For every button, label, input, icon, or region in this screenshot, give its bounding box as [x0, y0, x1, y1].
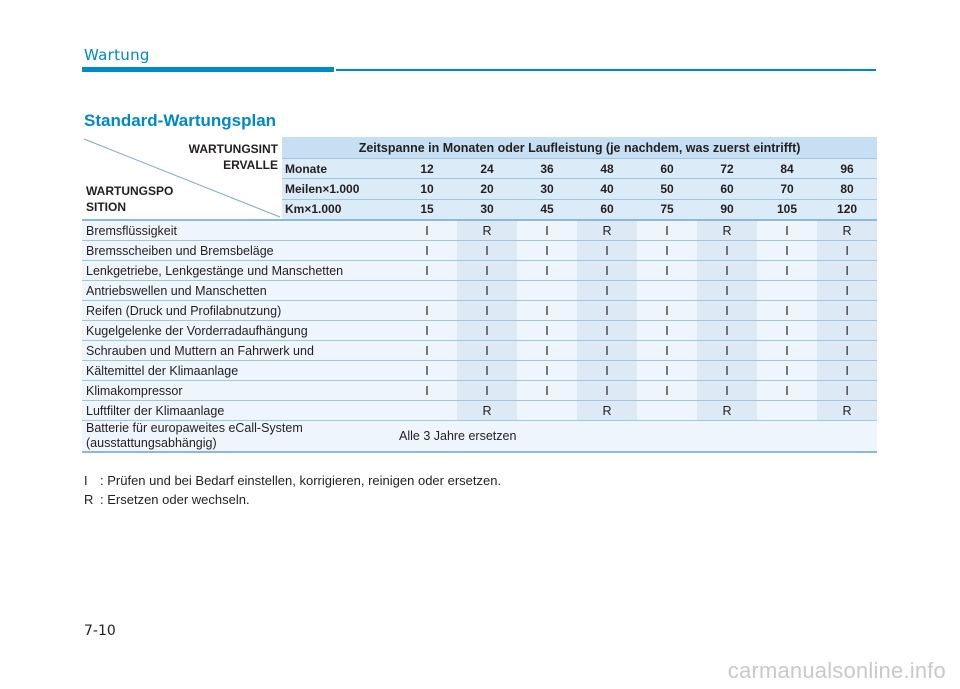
watermark: carmanualsonline.info [727, 658, 946, 683]
interval-value: 60 [637, 159, 697, 179]
item-value: I [697, 261, 757, 281]
item-value: I [697, 321, 757, 341]
item-value: I [757, 361, 817, 381]
item-value: I [637, 301, 697, 321]
item-value: I [577, 241, 637, 261]
table-row [82, 381, 877, 401]
item-value: I [637, 341, 697, 361]
item-value: I [457, 241, 517, 261]
item-value: I [397, 261, 457, 281]
item-name: Kugelgelenke der Vorderradaufhängung [82, 321, 397, 341]
interval-value: 30 [457, 199, 517, 220]
header-rule-thick [82, 67, 334, 72]
interval-label: Km×1.000 [282, 199, 397, 220]
interval-value: 45 [517, 199, 577, 220]
maintenance-table [82, 137, 877, 453]
item-value: I [397, 341, 457, 361]
item-name: Kältemittel der Klimaanlage [82, 361, 397, 381]
item-value [397, 401, 457, 421]
interval-corner-label: WARTUNGSINT ERVALLE [188, 142, 278, 172]
item-value: I [457, 341, 517, 361]
item-value: I [577, 281, 637, 301]
item-value: I [697, 341, 757, 361]
legend-item [84, 471, 501, 490]
interval-value: 96 [817, 159, 877, 179]
item-value: I [697, 361, 757, 381]
interval-value: 12 [397, 159, 457, 179]
item-value: R [577, 220, 637, 241]
item-value: I [517, 261, 577, 281]
interval-value: 40 [577, 179, 637, 199]
item-value: I [817, 301, 877, 321]
position-corner-label: WARTUNGSPO SITION [86, 184, 174, 214]
item-value: I [397, 241, 457, 261]
item-name: Antriebswellen und Manschetten [82, 281, 397, 301]
interval-value: 80 [817, 179, 877, 199]
table-row [82, 421, 877, 453]
item-value: I [577, 361, 637, 381]
interval-value: 36 [517, 159, 577, 179]
table-row [82, 220, 877, 241]
item-value: I [817, 321, 877, 341]
item-value: R [577, 401, 637, 421]
item-value [637, 281, 697, 301]
item-name: Lenkgetriebe, Lenkgestänge und Manschetten [82, 261, 397, 281]
item-value [517, 281, 577, 301]
interval-value: 75 [637, 199, 697, 220]
item-value: I [517, 321, 577, 341]
item-value: I [457, 301, 517, 321]
item-value: I [397, 301, 457, 321]
item-value: I [697, 241, 757, 261]
item-name: Luftfilter der Klimaanlage [82, 401, 397, 421]
item-value: R [697, 220, 757, 241]
item-name: Bremsscheiben und Bremsbeläge [82, 241, 397, 261]
period-header: Zeitspanne in Monaten oder Laufleistung (je nachdem, was zuerst eintrifft) [282, 137, 877, 159]
item-value: I [517, 301, 577, 321]
page-title: Standard-Wartungsplan [84, 111, 277, 130]
item-value: I [817, 261, 877, 281]
interval-value: 90 [697, 199, 757, 220]
item-value: I [457, 281, 517, 301]
item-value: I [697, 281, 757, 301]
interval-value: 105 [757, 199, 817, 220]
item-value: I [457, 361, 517, 381]
page-number: 7-10 [84, 623, 116, 639]
battery-note: Alle 3 Jahre ersetzen [397, 421, 877, 453]
item-name: Batterie für europaweites eCall-System (ausstattungsabhängig) [82, 421, 397, 453]
item-value: I [817, 361, 877, 381]
item-value: I [817, 381, 877, 401]
item-value: I [637, 381, 697, 401]
item-value: I [697, 301, 757, 321]
legend-text: : Ersetzen oder wechseln. [100, 492, 250, 507]
item-value: I [397, 321, 457, 341]
interval-value: 24 [457, 159, 517, 179]
item-value: I [637, 220, 697, 241]
interval-value: 120 [817, 199, 877, 220]
item-name: Schrauben und Muttern an Fahrwerk und [82, 341, 397, 361]
item-value: I [517, 361, 577, 381]
item-value: I [757, 241, 817, 261]
item-value: R [697, 401, 757, 421]
interval-value: 72 [697, 159, 757, 179]
section-header: Wartung [84, 46, 150, 64]
item-value: I [397, 381, 457, 401]
table-row [82, 361, 877, 381]
interval-label: Meilen×1.000 [282, 179, 397, 199]
item-value: I [517, 341, 577, 361]
interval-label: Monate [282, 159, 397, 179]
legend-item [84, 490, 501, 509]
interval-value: 50 [637, 179, 697, 199]
interval-value: 30 [517, 179, 577, 199]
item-value: I [637, 261, 697, 281]
table-row [82, 241, 877, 261]
interval-value: 70 [757, 179, 817, 199]
item-value: I [577, 341, 637, 361]
item-value: I [457, 321, 517, 341]
diagonal-header-cell [82, 137, 282, 220]
item-value: I [577, 301, 637, 321]
item-value: I [517, 381, 577, 401]
item-value: I [577, 321, 637, 341]
item-value: I [397, 220, 457, 241]
interval-value: 48 [577, 159, 637, 179]
item-value: I [757, 220, 817, 241]
legend [84, 471, 501, 509]
table-row [82, 261, 877, 281]
item-value: I [757, 301, 817, 321]
item-value: I [817, 241, 877, 261]
interval-value: 15 [397, 199, 457, 220]
item-name: Klimakompressor [82, 381, 397, 401]
table-row [82, 301, 877, 321]
item-value: I [457, 261, 517, 281]
legend-key: R [84, 492, 94, 507]
item-value [517, 401, 577, 421]
item-value: I [757, 321, 817, 341]
interval-value: 84 [757, 159, 817, 179]
item-value: I [517, 241, 577, 261]
item-value: I [817, 281, 877, 301]
item-value: I [397, 361, 457, 381]
item-value: I [757, 261, 817, 281]
item-value: I [637, 241, 697, 261]
item-value: I [577, 381, 637, 401]
interval-value: 60 [577, 199, 637, 220]
item-value [397, 281, 457, 301]
item-name: Bremsflüssigkeit [82, 220, 397, 241]
item-value [757, 401, 817, 421]
item-value: I [697, 381, 757, 401]
item-value: I [757, 381, 817, 401]
interval-value: 20 [457, 179, 517, 199]
table-row [82, 321, 877, 341]
interval-value: 10 [397, 179, 457, 199]
legend-text: : Prüfen und bei Bedarf einstellen, korrigieren, reinigen oder ersetzen. [100, 473, 502, 488]
item-value: I [577, 261, 637, 281]
item-value [757, 281, 817, 301]
interval-value: 60 [697, 179, 757, 199]
table-row [82, 401, 877, 421]
item-value: I [457, 381, 517, 401]
legend-key: I [84, 473, 88, 488]
item-value: I [637, 321, 697, 341]
item-name: Reifen (Druck und Profilabnutzung) [82, 301, 397, 321]
item-value: R [817, 401, 877, 421]
item-value [637, 401, 697, 421]
item-value: R [457, 401, 517, 421]
table-row [82, 281, 877, 301]
table-row [82, 341, 877, 361]
header-rule-thin [336, 69, 876, 71]
item-value: I [757, 341, 817, 361]
item-value: I [637, 361, 697, 381]
item-value: I [817, 341, 877, 361]
item-value: R [457, 220, 517, 241]
item-value: I [517, 220, 577, 241]
item-value: R [817, 220, 877, 241]
